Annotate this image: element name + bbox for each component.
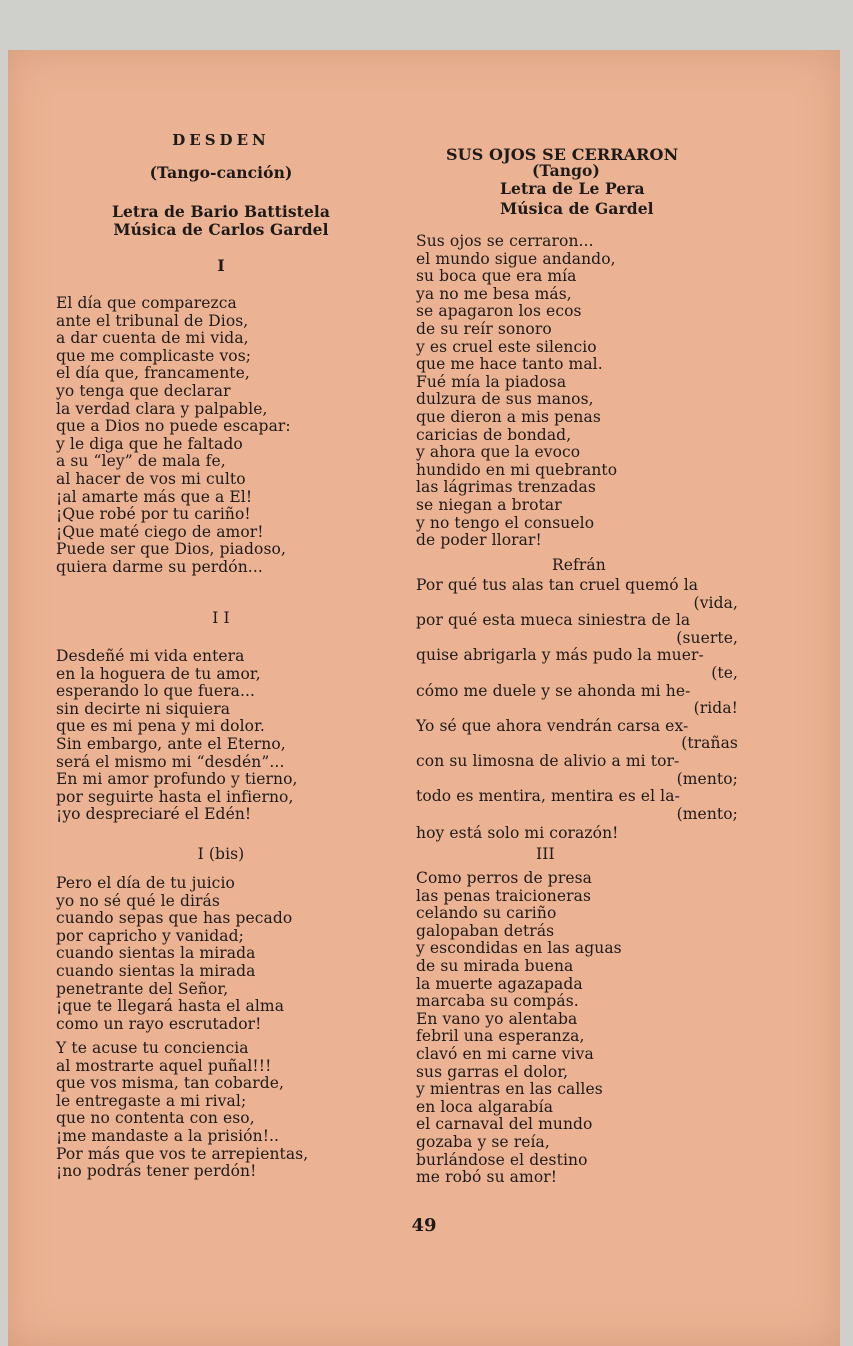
lyric-line: a su “ley” de mala fe, <box>56 452 226 471</box>
lyric-line: cuando sientas la mirada <box>56 944 256 963</box>
lyric-line: y ahora que la evoco <box>416 443 581 462</box>
lyric-line: penetrante del Señor, <box>56 979 229 998</box>
refrain-continuation: (mento; <box>676 769 738 788</box>
lyric-line: por seguirte hasta el infierno, <box>56 787 294 806</box>
lyric-line: en loca algarabía <box>416 1097 554 1116</box>
book-page <box>8 50 840 1346</box>
refrain-line: cómo me duele y se ahonda mi he- <box>416 681 691 700</box>
lyric-line: Pero el día de tu juicio <box>56 874 235 892</box>
lyric-line: y es cruel este silencio <box>416 337 597 356</box>
refrain-line: por qué esta mueca siniestra de la <box>416 611 691 630</box>
lyric-line: el mundo sigue andando, <box>416 249 616 268</box>
lyric-line: que me hace tanto mal. <box>416 355 603 374</box>
refrain-end-line: hoy está solo mi corazón! <box>416 824 619 842</box>
lyric-line: que dieron a mis penas <box>416 407 601 426</box>
lyric-line: la verdad clara y palpable, <box>56 399 268 418</box>
lyric-line: Puede ser que Dios, piadoso, <box>56 540 286 559</box>
lyric-line: que me complicaste vos; <box>56 346 252 365</box>
lyric-line: Fué mía la piadosa <box>416 372 567 391</box>
lyric-line: de su reír sonoro <box>416 319 552 338</box>
verse-block <box>56 648 298 824</box>
refrain-line: Por qué tus alas tan cruel quemó la <box>416 576 699 594</box>
lyric-line: me robó su amor! <box>416 1168 558 1187</box>
music-credit: Música de Gardel <box>500 199 654 218</box>
lyric-line: le entregaste a mi rival; <box>56 1091 247 1110</box>
lyric-line: en la hoguera de tu amor, <box>56 664 261 683</box>
lyric-line: al hacer de vos mi culto <box>56 469 246 488</box>
lyric-line: marcaba su compás. <box>416 992 579 1011</box>
lyric-line: ¡yo despreciaré el Edén! <box>56 805 252 824</box>
lyric-line: yo no sé qué le dirás <box>56 891 220 910</box>
lyrics-credit: Letra de Le Pera <box>500 179 645 198</box>
lyric-line: sin decirte ni siquiera <box>56 699 231 718</box>
lyric-line: sus garras el dolor, <box>416 1062 569 1081</box>
lyric-line: ¡Que robé por tu cariño! <box>56 505 251 524</box>
refrain-line: todo es mentira, mentira es el la- <box>416 787 680 806</box>
lyric-line: por capricho y vanidad; <box>56 926 244 945</box>
refrain-line: con su limosna de alivio a mi tor- <box>416 751 680 770</box>
verse-block <box>416 233 617 550</box>
lyric-line: El día que comparezca <box>56 294 237 312</box>
lyric-line: y escondidas en las aguas <box>416 939 622 958</box>
lyric-line: que a Dios no puede escapar: <box>56 417 291 436</box>
lyric-line: y mientras en las calles <box>416 1080 603 1099</box>
lyric-line: ¡que te llegará hasta el alma <box>56 997 285 1016</box>
lyric-line: febril una esperanza, <box>416 1027 585 1046</box>
verse-block <box>56 295 291 577</box>
song-subtitle: (Tango-canción) <box>149 163 293 182</box>
refrain-continuation: (vida, <box>693 593 738 612</box>
lyric-line: se apagaron los ecos <box>416 302 582 321</box>
refrain-continuation: (te, <box>711 663 738 682</box>
lyric-line: ya no me besa más, <box>416 284 572 303</box>
lyric-line: la muerte agazapada <box>416 974 583 993</box>
song-title-desden: DESDEN <box>172 131 270 149</box>
lyric-line: que vos misma, tan cobarde, <box>56 1074 285 1093</box>
lyric-line: que no contenta con eso, <box>56 1109 255 1128</box>
lyric-line: burlándose el destino <box>416 1150 588 1169</box>
section-heading: I <box>217 256 225 275</box>
lyric-line: de su mirada buena <box>416 956 574 975</box>
lyric-line: como un rayo escrutador! <box>56 1014 262 1033</box>
song-title-sus-ojos: SUS OJOS SE CERRARON <box>446 145 679 164</box>
lyric-line: al mostrarte aquel puñal!!! <box>56 1056 272 1075</box>
lyric-line: ¡Que maté ciego de amor! <box>56 522 264 541</box>
lyric-line: ¡no podrás tener perdón! <box>56 1162 257 1181</box>
lyric-line: hundido en mi quebranto <box>416 460 618 479</box>
lyric-line: Desdeñé mi vida entera <box>56 647 245 665</box>
refrain-line: quise abrigarla y más pudo la muer- <box>416 646 704 665</box>
lyric-line: el día que, francamente, <box>56 364 250 383</box>
lyric-line: y no tengo el consuelo <box>416 513 595 532</box>
lyric-line: gozaba y se reía, <box>416 1132 550 1151</box>
section-heading: I I <box>212 609 230 627</box>
lyric-line: yo tenga que declarar <box>56 381 231 400</box>
lyric-line: clavó en mi carne viva <box>416 1044 594 1063</box>
refrain-block <box>416 577 738 823</box>
page-number: 49 <box>411 1215 437 1236</box>
lyric-line: el carnaval del mundo <box>416 1115 593 1134</box>
music-credit: Música de Carlos Gardel <box>113 220 329 239</box>
lyric-line: a dar cuenta de mi vida, <box>56 329 249 348</box>
lyric-line: ante el tribunal de Dios, <box>56 311 249 330</box>
lyric-line: galopaban detrás <box>416 921 555 940</box>
lyric-line: cuando sepas que has pecado <box>56 909 293 928</box>
verse-block <box>56 1040 308 1181</box>
lyric-line: Como perros de presa <box>416 869 592 887</box>
verse-block <box>416 870 622 1187</box>
lyric-line: Sus ojos se cerraron... <box>416 232 594 250</box>
lyric-line: las lágrimas trenzadas <box>416 478 596 497</box>
refrain-continuation: (suerte, <box>676 628 738 647</box>
section-heading: III <box>536 845 555 863</box>
lyric-line: que es mi pena y mi dolor. <box>56 717 265 736</box>
lyric-line: En vano yo alentaba <box>416 1009 578 1028</box>
song-subtitle: (Tango) <box>532 161 600 180</box>
refrain-continuation: (mento; <box>676 804 738 823</box>
lyric-line: Por más que vos te arrepientas, <box>56 1144 309 1163</box>
lyric-line: En mi amor profundo y tierno, <box>56 770 298 789</box>
lyric-line: cuando sientas la mirada <box>56 961 256 980</box>
verse-block <box>56 875 292 1033</box>
lyric-line: Sin embargo, ante el Eterno, <box>56 734 286 753</box>
lyric-line: ¡al amarte más que a El! <box>56 487 253 506</box>
lyric-line: se niegan a brotar <box>416 495 562 514</box>
refrain-heading: Refrán <box>552 556 606 574</box>
lyrics-credit: Letra de Bario Battistela <box>111 202 331 221</box>
lyric-line: ¡me mandaste a la prisión!.. <box>56 1126 280 1145</box>
refrain-continuation: (trañas <box>681 734 738 753</box>
lyric-line: las penas traicioneras <box>416 886 592 905</box>
refrain-continuation: (rida! <box>693 699 738 718</box>
lyric-line: dulzura de sus manos, <box>416 390 594 409</box>
refrain-line: Yo sé que ahora vendrán carsa ex- <box>416 716 689 735</box>
lyric-line: celando su cariño <box>416 904 557 923</box>
lyric-line: caricias de bondad, <box>416 425 572 444</box>
lyric-line: de poder llorar! <box>416 531 542 550</box>
lyric-line: su boca que era mía <box>416 267 577 286</box>
section-heading: I (bis) <box>197 845 245 863</box>
lyric-line: esperando lo que fuera... <box>56 682 256 701</box>
lyric-line: quiera darme su perdón... <box>56 557 263 576</box>
lyric-line: y le diga que he faltado <box>56 434 243 453</box>
lyric-line: Y te acuse tu conciencia <box>56 1039 249 1057</box>
lyric-line: será el mismo mi “desdén”... <box>56 752 285 771</box>
